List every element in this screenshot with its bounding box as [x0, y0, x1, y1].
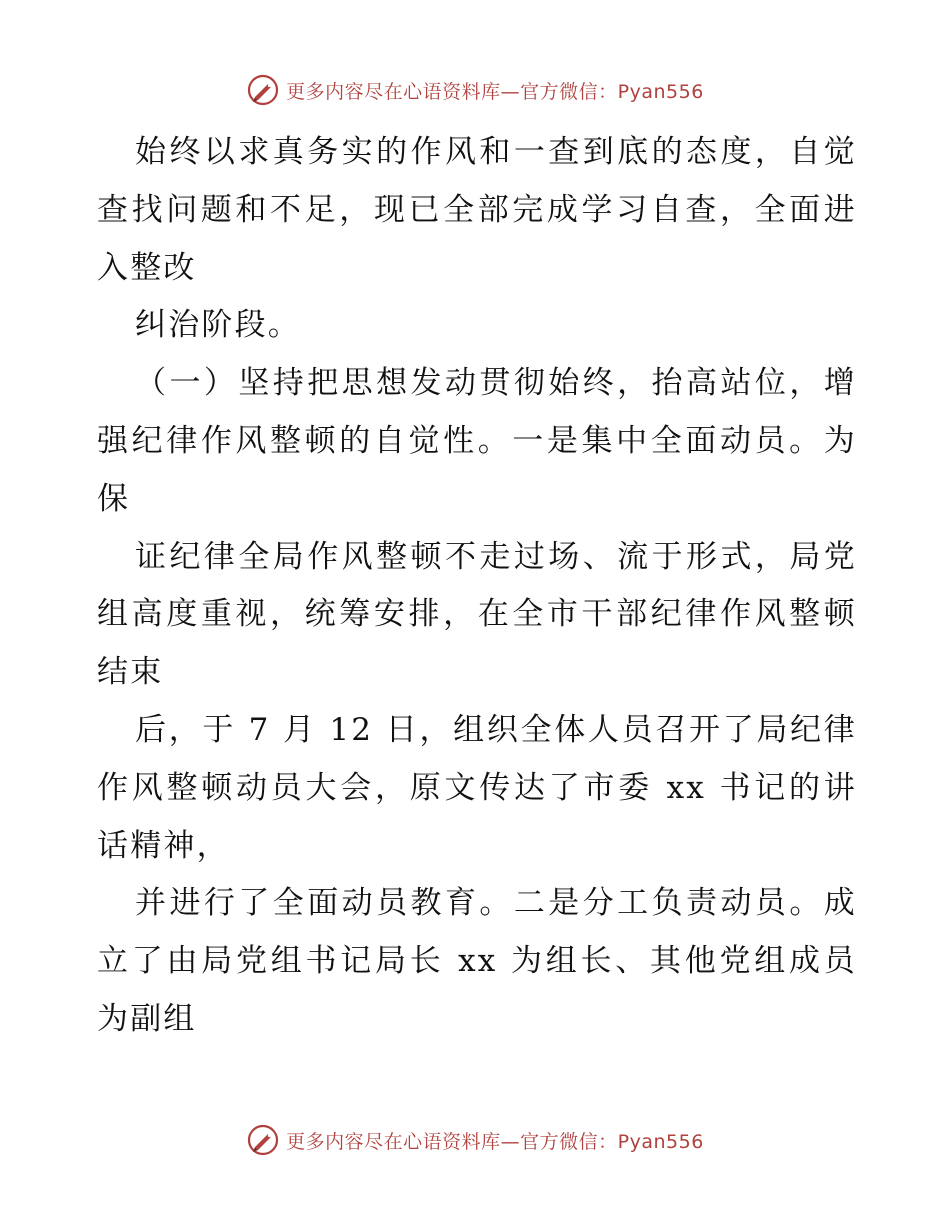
header-banner-text: 更多内容尽在心语资料库—官方微信：Pyan556 [286, 80, 704, 103]
footer-banner [0, 1120, 950, 1160]
footer-banner-text: 更多内容尽在心语资料库—官方微信：Pyan556 [286, 1130, 704, 1153]
paragraph: 纠治阶段。 [135, 307, 301, 344]
paragraph: 始终以求真务实的作风和一查到底的态度，自觉查找问题和不足，现已全部完成学习自查，全面进入整改 [97, 134, 857, 286]
pen-logo-icon [246, 1123, 280, 1157]
paragraph: （一）坚持把思想发动贯彻始终，抬高站位，增强纪律作风整顿的自觉性。一是集中全面动员。为保 [97, 365, 857, 517]
pen-logo-icon [246, 73, 280, 107]
paragraph: 证纪律全局作风整顿不走过场、流于形式，局党组高度重视，统筹安排，在全市干部纪律作风整顿结束 [97, 538, 857, 691]
paragraph: 并进行了全面动员教育。二是分工负责动员。成立了由局党组书记局长 xx 为组长、其他党组成员为副组 [97, 885, 857, 1037]
header-banner [0, 70, 950, 110]
paragraph: 后，于 7 月 12 日，组织全体人员召开了局纪律作风整顿动员大会，原文传达了市委 xx 书记的讲话精神， [97, 711, 857, 864]
document-body [97, 124, 857, 1049]
